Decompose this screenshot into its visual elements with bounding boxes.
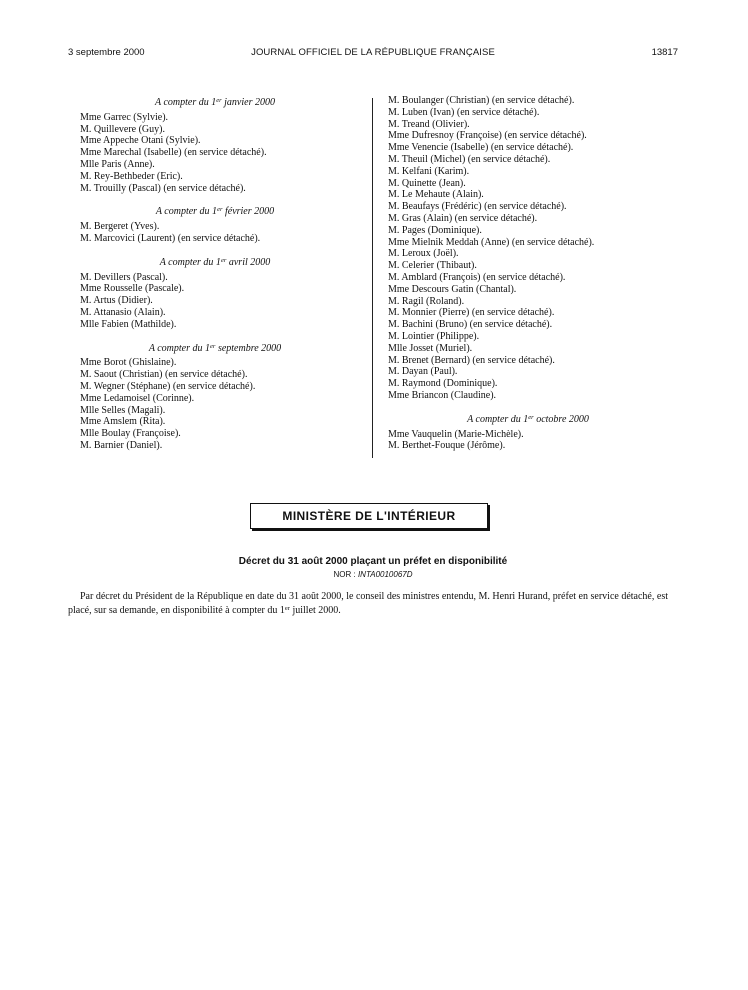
- journal-title: JOURNAL OFFICIEL DE LA RÉPUBLIQUE FRANÇAISE: [251, 47, 495, 58]
- person-entry: M. Bergeret (Yves).: [80, 221, 160, 233]
- appointment-section: [80, 255, 350, 331]
- person-entry: M. Bachini (Bruno) (en service détaché).: [388, 319, 553, 331]
- page-number: 13817: [651, 47, 678, 58]
- person-entry: Mme Venencie (Isabelle) (en service détaché).: [388, 142, 574, 154]
- person-entry: Mme Garrec (Sylvie).: [80, 111, 169, 123]
- person-entry: M. Monnier (Pierre) (en service détaché).: [388, 307, 555, 319]
- person-entry: Mlle Josset (Muriel).: [388, 342, 473, 354]
- nor-code: INTA0010067D: [357, 570, 413, 579]
- person-entry: M. Attanasio (Alain).: [80, 306, 166, 318]
- person-entry: M. Devillers (Pascal).: [80, 271, 168, 283]
- decree-body-end: juillet 2000.: [289, 604, 341, 616]
- section-heading-sup: er: [217, 206, 223, 214]
- person-entry: M. Lointier (Philippe).: [388, 330, 480, 342]
- person-entry: M. Beaufays (Frédéric) (en service détaché).: [388, 201, 567, 213]
- decree-body-sup: er: [284, 604, 290, 612]
- person-entry: M. Artus (Didier).: [80, 295, 153, 307]
- section-heading-sup: er: [528, 413, 534, 421]
- person-entry: M. Leroux (Joël).: [388, 248, 459, 260]
- person-entry: M. Quinette (Jean).: [388, 177, 466, 189]
- appointment-section: [80, 204, 350, 244]
- section-heading-month: septembre 2000: [215, 342, 282, 354]
- person-entry: Mme Dufresnoy (Françoise) (en service détaché).: [388, 130, 587, 142]
- decree-body-text: Par décret du Président de la République en date du 31 août 2000, le conseil des ministres entendu, M. Henri Hurand, préfet en service détaché, est placé, sur sa demande, en disponibilité à compter du 1: [68, 591, 668, 616]
- nor-label: NOR :: [333, 570, 358, 579]
- person-entry: Mme Amslem (Rita).: [80, 416, 166, 428]
- person-entry: Mme Borot (Ghislaine).: [80, 357, 177, 369]
- section-heading-text: A compter du 1: [148, 342, 211, 354]
- left-column: [80, 95, 350, 462]
- person-entry: M. Gras (Alain) (en service détaché).: [388, 212, 538, 224]
- person-entry: M. Ragil (Roland).: [388, 295, 465, 307]
- person-entry: Mme Briancon (Claudine).: [388, 389, 497, 401]
- person-entry: M. Quillevere (Guy).: [80, 123, 165, 135]
- section-date-heading: [80, 341, 350, 355]
- appointment-section: [388, 412, 668, 452]
- section-heading-month: avril 2000: [226, 256, 271, 268]
- person-entry: Mme Marechal (Isabelle) (en service détaché).: [80, 147, 267, 159]
- person-entry: M. Amblard (François) (en service détaché).: [388, 271, 566, 283]
- person-entry: M. Treand (Olivier).: [388, 118, 470, 130]
- person-entry: M. Marcovici (Laurent) (en service détaché).: [80, 232, 261, 244]
- section-heading-sup: er: [216, 97, 222, 104]
- person-entry: M. Brenet (Bernard) (en service détaché).: [388, 354, 555, 366]
- person-entry: Mme Ledamoisel (Corinne).: [80, 392, 195, 404]
- section-heading-month: janvier 2000: [221, 97, 275, 108]
- header-date: 3 septembre 2000: [68, 47, 145, 58]
- appointment-section: [388, 95, 668, 402]
- right-column: [388, 95, 668, 462]
- decree-body: [68, 591, 668, 617]
- decree-title: Décret du 31 août 2000 plaçant un préfet en disponibilité: [238, 556, 508, 567]
- section-date-heading: [80, 95, 350, 109]
- person-entry: Mme Vauquelin (Marie-Michèle).: [388, 428, 524, 440]
- person-entry: M. Trouilly (Pascal) (en service détaché).: [80, 182, 246, 194]
- section-heading-text: A compter du 1: [467, 413, 529, 425]
- section-heading-text: A compter du 1: [155, 97, 217, 108]
- section-heading-sup: er: [220, 256, 227, 264]
- person-entry: M. Pages (Dominique).: [388, 224, 482, 236]
- section-date-heading: [80, 204, 350, 218]
- ministry-heading-box: [250, 503, 488, 529]
- person-entry: M. Boulanger (Christian) (en service détaché).: [388, 95, 575, 106]
- person-entry: M. Barnier (Daniel).: [80, 439, 163, 451]
- person-entry: M. Wegner (Stéphane) (en service détaché).: [80, 380, 256, 392]
- column-divider: [372, 98, 373, 458]
- nor-reference: [68, 570, 678, 579]
- person-entry: M. Le Mehaute (Alain).: [388, 189, 484, 201]
- section-heading-text: A compter du 1: [159, 256, 221, 268]
- section-heading-sup: er: [210, 342, 216, 350]
- person-entry: Mlle Selles (Magali).: [80, 404, 166, 416]
- person-entry: M. Saout (Christian) (en service détaché).: [80, 369, 248, 381]
- person-entry: M. Luben (Ivan) (en service détaché).: [388, 106, 540, 118]
- person-entry: Mme Appeche Otani (Sylvie).: [80, 135, 201, 147]
- person-entry: M. Celerier (Thibaut).: [388, 260, 477, 272]
- person-entry: Mme Descours Gatin (Chantal).: [388, 283, 517, 295]
- person-entry: Mlle Paris (Anne).: [80, 158, 155, 170]
- person-entry: Mme Mielnik Meddah (Anne) (en service détaché).: [388, 236, 595, 248]
- person-entry: Mlle Boulay (Françoise).: [80, 428, 181, 440]
- page-header: [68, 47, 678, 61]
- section-heading-month: octobre 2000: [533, 413, 589, 425]
- person-entry: M. Theuil (Michel) (en service détaché).: [388, 153, 551, 165]
- appointment-section: [80, 341, 350, 452]
- person-entry: M. Rey-Bethbeder (Eric).: [80, 170, 183, 182]
- section-date-heading: [80, 255, 350, 269]
- section-date-heading: [388, 412, 668, 426]
- ministry-heading: MINISTÈRE DE L'INTÉRIEUR: [282, 509, 456, 523]
- person-entry: Mlle Fabien (Mathilde).: [80, 318, 177, 330]
- appointment-section: [80, 95, 350, 194]
- section-heading-text: A compter du 1: [155, 206, 218, 218]
- person-entry: M. Dayan (Paul).: [388, 366, 458, 378]
- person-entry: M. Berthet-Fouque (Jérôme).: [388, 440, 506, 452]
- person-entry: M. Raymond (Dominique).: [388, 378, 498, 390]
- person-entry: Mme Rousselle (Pascale).: [80, 283, 185, 295]
- section-heading-month: février 2000: [222, 206, 275, 218]
- person-entry: M. Kelfani (Karim).: [388, 165, 470, 177]
